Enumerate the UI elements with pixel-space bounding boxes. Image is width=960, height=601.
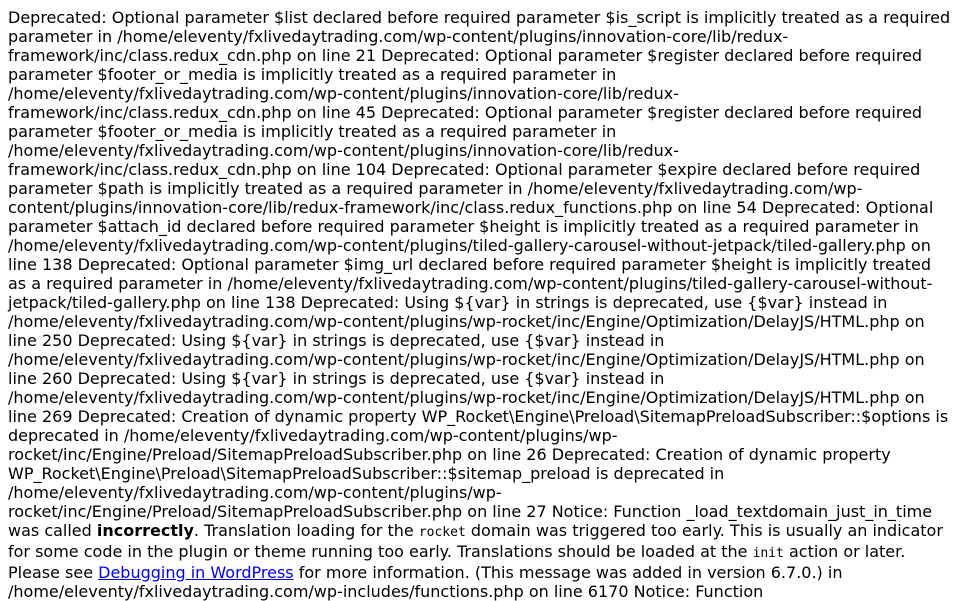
notice-domain-code: rocket [418,525,466,540]
deprecated-messages: Deprecated: Optional parameter $list declared before required parameter $is_script is implicitly treated as a required parameter in /home/eleventy/fxlivedaytrading.com/wp-content/plugins/innovation-core/lib/redux-framework/inc/class.redux_cdn.php on line 21 Deprecated: Optional parameter $register declared before required parameter $footer_or_media is implicitly treated as a required parameter in /home/eleventy/fxlivedaytrading.com/wp-content/plugins/innovation-core/lib/redux-framework/inc/class.redux_cdn.php on line 45 Deprecated: Optional parameter $register declared before required parameter $footer_or_media is implicitly treated as a required parameter in /home/eleventy/fxlivedaytrading.com/wp-content/plugins/innovation-core/lib/redux-framework/inc/class.redux_cdn.php on line 104 Deprecated: Optional parameter $expire declared before required parameter $path is implicitly treated as a required parameter in /home/eleventy/fxlivedaytrading.com/wp-content/plugins/innovation-core/lib/redux-framework/inc/class.redux_functions.php on line 54 Deprecated: Optional parameter $attach_id declared before required parameter $height is implicitly treated as a required parameter in /home/eleventy/fxlivedaytrading.com/wp-content/plugins/tiled-gallery-carousel-without-jetpack/tiled-gallery.php on line 138 Deprecated: Optional parameter $img_url declared before required parameter $height is implicitly treated as a required parameter in /home/eleventy/fxlivedaytrading.com/wp-content/plugins/tiled-gallery-carousel-without-jetpack/tiled-gallery.php on line 138 Deprecated: Using ${var} in strings is deprecated, use {$var} instead in /home/eleventy/fxlivedaytrading.com/wp-content/plugins/wp-rocket/inc/Engine/Optimization/DelayJS/HTML.php on line 250 Deprecated: Using ${var} in strings is deprecated, use {$var} instead in /home/eleventy/fxlivedaytrading.com/wp-content/plugins/wp-rocket/inc/Engine/Optimization/DelayJS/HTML.php on line 260 Deprecated: Using ${var} in strings is deprecated, use {$var} instead in /home/eleventy/fxlivedaytrading.com/wp-content/plugins/wp-rocket/inc/Engine/Optimization/DelayJS/HTML.php on line 269 Deprecated: Creation of dynamic property WP_Rocket\Engine\Preload\SitemapPreloadSubscriber::$options is deprecated in /home/eleventy/fxlivedaytrading.com/wp-content/plugins/wp-rocket/inc/Engine/Preload/SitemapPreloadSubscriber.php on line 26 Deprecated: Creation of dynamic property WP_Rocket\Engine\Preload\SitemapPreloadSubscriber::$sitemap_preload is deprecated in /home/eleventy/fxlivedaytrading.com/wp-content/plugins/wp-rocket/inc/Engine/Preload/SitemapPreloadSubscriber.php on line 27 [8,8,951,521]
notice-action-code: init [752,546,784,561]
notice-text-3: domain was triggered too early. This is usually an indicator for some code in the plugin or theme running too early. Translations should be loaded at the [8,521,943,561]
notice-text-1: Notice: Function _load_textdomain_just_in_time was called [8,502,933,540]
notice-text-5: for more information. (This message was added in version 6.7.0.) in /home/eleventy/fxlivedaytrading.com/wp-includes/functions.php on line 6170 Notice: Function [8,563,843,601]
php-error-output [8,8,952,601]
notice-text-2: . Translation loading for the [193,521,419,540]
notice-emphasis: incorrectly [96,521,194,540]
notice-text-4: action or later. Please see [8,542,906,582]
debugging-in-wordpress-link[interactable]: Debugging in WordPress [98,563,294,582]
